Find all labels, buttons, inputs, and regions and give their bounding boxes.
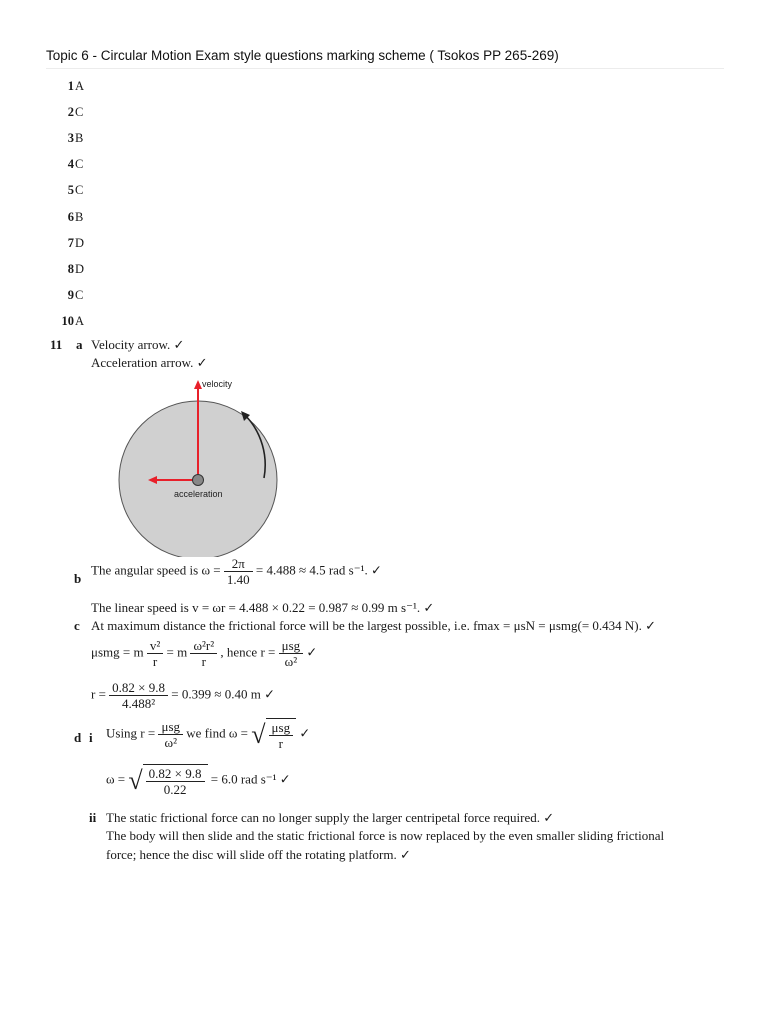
q11c-eq1-tick: ✓ bbox=[306, 644, 318, 660]
q11b-angular-speed bbox=[91, 556, 382, 587]
q11d-i-eq2-lhs: ω = bbox=[106, 771, 126, 787]
q11d-ii-label: ii bbox=[89, 810, 97, 825]
q11c-eq1-lhs: μsmg = m bbox=[91, 644, 144, 660]
mc-question-number: 4 bbox=[67, 157, 74, 171]
q11c-equation2 bbox=[91, 680, 275, 711]
q11c-eq1-mid: = m bbox=[166, 644, 188, 660]
q11c-eq1-frac1-num: v² bbox=[147, 638, 163, 654]
mc-answer-letter: C bbox=[75, 183, 84, 197]
q11d-i-eq2-num: 0.82 × 9.8 bbox=[146, 766, 205, 782]
q11b-prefix: The angular speed is ω = bbox=[91, 562, 221, 578]
q11c-eq2-den: 4.488² bbox=[122, 696, 156, 711]
q11d-i-sqrt-den: r bbox=[278, 736, 283, 751]
sqrt-sign-icon: √ bbox=[251, 719, 266, 749]
q11d-ii-line3: force; hence the disc will slide off the rotating platform. ✓ bbox=[106, 847, 411, 862]
q11c-eq1-frac1 bbox=[147, 638, 163, 669]
q11c-eq2-lhs: r = bbox=[91, 686, 106, 702]
mc-answer-letter: A bbox=[75, 79, 85, 93]
q11d-i-equation2 bbox=[106, 764, 291, 797]
page-title: Topic 6 - Circular Motion Exam style questions marking scheme ( Tsokos PP 265-269) bbox=[46, 48, 559, 63]
acceleration-label: acceleration bbox=[174, 489, 223, 499]
q11d-ii-line2: The body will then slide and the static frictional force is now replaced by the even smaller sliding frictional bbox=[106, 828, 665, 843]
q11d-i-sqrt bbox=[266, 718, 297, 751]
q11a-label: a bbox=[76, 337, 83, 352]
mc-question-number: 5 bbox=[67, 183, 74, 197]
header-divider bbox=[46, 68, 724, 69]
mc-answer-letter: C bbox=[75, 288, 84, 302]
mc-answer-letter: D bbox=[75, 262, 85, 276]
mc-question-number: 8 bbox=[67, 262, 74, 276]
q11b-frac-den: 1.40 bbox=[226, 572, 250, 587]
mc-question-number: 9 bbox=[67, 288, 74, 302]
q11c-eq2-frac bbox=[109, 680, 168, 711]
q11d-i-using: Using r = bbox=[106, 725, 156, 741]
circular-motion-diagram bbox=[80, 372, 280, 557]
q11d-i-sqrt-frac bbox=[269, 720, 294, 751]
q11d-i-eq2-sqrt bbox=[143, 764, 208, 797]
mc-answer-letter: A bbox=[75, 314, 85, 328]
mc-question-number: 1 bbox=[67, 79, 74, 93]
q11c-label: c bbox=[74, 618, 80, 633]
q11b-linear-speed: The linear speed is v = ωr = 4.488 × 0.22 = 0.987 ≈ 0.99 m s⁻¹. ✓ bbox=[91, 600, 435, 615]
q11d-i-eq2-rhs: = 6.0 rad s⁻¹ ✓ bbox=[210, 771, 291, 787]
mc-question-number: 2 bbox=[67, 105, 74, 119]
q11d-i-equation1 bbox=[106, 718, 310, 751]
q11c-eq1-frac2 bbox=[190, 638, 217, 669]
mc-answer-letter: B bbox=[75, 131, 84, 145]
q11d-ii-line1: The static frictional force can no longer supply the larger centripetal force required. ✓ bbox=[106, 810, 555, 825]
object-on-disc bbox=[193, 475, 204, 486]
q11d-i-frac-num: μsg bbox=[158, 719, 183, 735]
q11b-frac-num: 2π bbox=[224, 556, 253, 572]
q11d-i-frac bbox=[158, 719, 183, 750]
q11d-label: d bbox=[74, 730, 82, 745]
q11d-i-tick: ✓ bbox=[299, 725, 311, 741]
mc-question-number: 10 bbox=[61, 314, 74, 328]
q11d-i-find: we find ω = bbox=[186, 725, 249, 741]
q11c-eq1-frac3-den: ω² bbox=[284, 654, 298, 669]
sqrt-sign-icon: √ bbox=[128, 765, 143, 795]
mc-question-number: 6 bbox=[67, 210, 74, 224]
q11b-fraction bbox=[224, 556, 253, 587]
q11d-i-sqrt-num: μsg bbox=[269, 720, 294, 736]
q11c-eq1-hence: , hence r = bbox=[220, 644, 276, 660]
q11c-eq1-frac2-den: r bbox=[201, 654, 206, 669]
mc-question-number: 3 bbox=[67, 131, 74, 145]
q11a-line2: Acceleration arrow. ✓ bbox=[91, 355, 208, 370]
q11d-i-eq2-den: 0.22 bbox=[163, 782, 187, 797]
q11-number: 11 bbox=[50, 337, 63, 352]
mc-answer-letter: B bbox=[75, 210, 84, 224]
q11b-suffix: = 4.488 ≈ 4.5 rad s⁻¹. ✓ bbox=[255, 562, 382, 578]
q11b-label: b bbox=[74, 571, 82, 586]
q11c-eq2-rhs: = 0.399 ≈ 0.40 m ✓ bbox=[171, 686, 275, 702]
mc-answer-letter: C bbox=[75, 105, 84, 119]
q11c-eq1-frac1-den: r bbox=[152, 654, 158, 669]
q11d-i-frac-den: ω² bbox=[164, 735, 177, 750]
velocity-arrowhead bbox=[194, 380, 202, 389]
q11c-line1: At maximum distance the frictional force will be the largest possible, i.e. fmax = μsN = μsmg(= 0.434 N). ✓ bbox=[91, 618, 657, 633]
q11d-i-label: i bbox=[89, 730, 93, 745]
mc-answer-letter: D bbox=[75, 236, 85, 250]
q11d-i-eq2-frac bbox=[146, 766, 205, 797]
q11c-eq2-num: 0.82 × 9.8 bbox=[109, 680, 168, 696]
mc-answer-letter: C bbox=[75, 157, 84, 171]
q11c-eq1-frac3-num: μsg bbox=[279, 638, 304, 654]
velocity-label: velocity bbox=[202, 379, 233, 389]
q11c-eq1-frac2-num: ω²r² bbox=[190, 638, 217, 654]
q11c-equation1 bbox=[91, 638, 317, 669]
mc-question-number: 7 bbox=[67, 236, 74, 250]
q11a-line1: Velocity arrow. ✓ bbox=[91, 337, 185, 352]
q11c-eq1-frac3 bbox=[279, 638, 304, 669]
